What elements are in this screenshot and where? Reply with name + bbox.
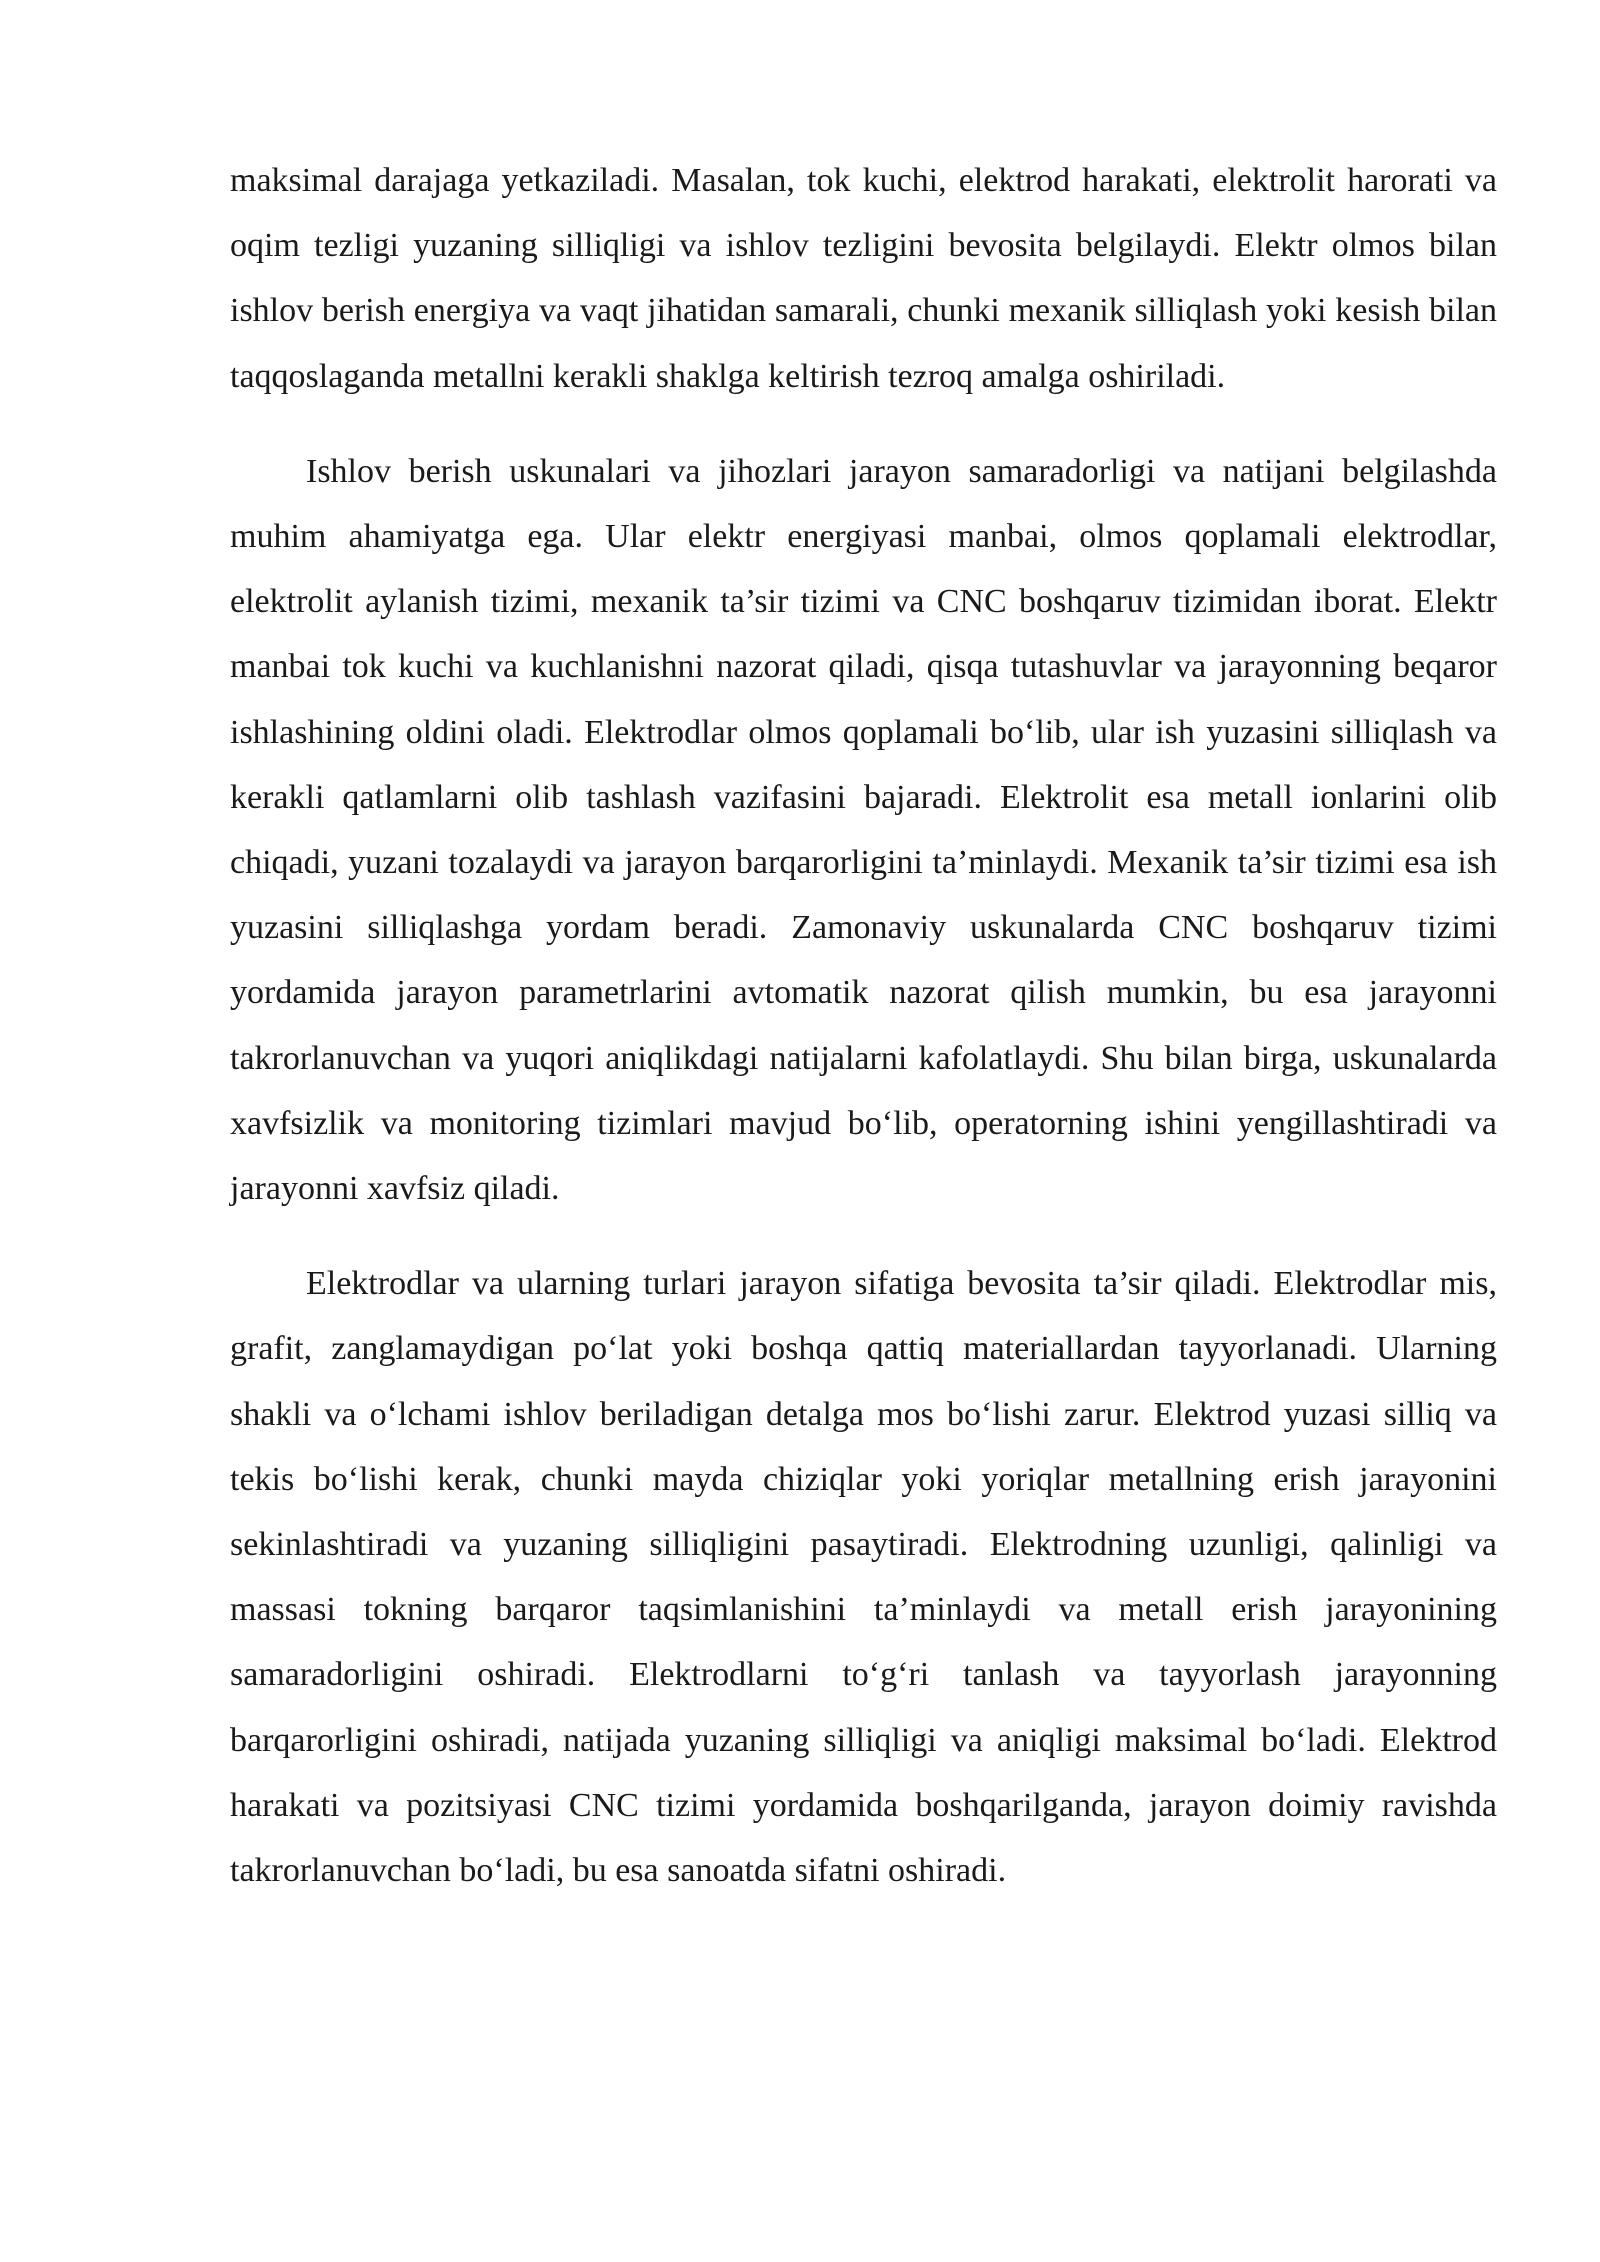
body-paragraph-electrodes: Elektrodlar va ularning turlari jarayon sifatiga bevosita ta’sir qiladi. Elektrodlar mis, grafit, zanglamaydigan po‘lat yoki boshqa qattiq materiallardan tayyorlanadi. Ularning shakli va o‘lchami ishlov beriladigan detalga mos bo‘lishi zarur. Elektrod yuzasi silliq va tekis bo‘lishi kerak, chunki mayda chiziqlar yoki yoriqlar metallning erish jarayonini sekinlashtiradi va yuzaning silliqligini pasaytiradi. Elektrodning uzunligi, qalinligi va massasi tokning barqaror taqsimlanishini ta’minlaydi va metall erish jarayonining samaradorligini oshiradi. Elektrodlarni to‘g‘ri tanlash va tayyorlash jarayonning barqarorligini oshiradi, natijada yuzaning silliqligi va aniqligi maksimal bo‘ladi. Elektrod harakati va pozitsiyasi CNC tizimi yordamida boshqarilganda, jarayon doimiy ravishda takrorlanuvchan bo‘ladi, bu esa sanoatda sifatni oshiradi. xyxy=(230,1265,1497,1890)
body-paragraph-equipment: Ishlov berish uskunalari va jihozlari jarayon samaradorligi va natijani belgilashda muhim ahamiyatga ega. Ular elektr energiyasi manbai, olmos qoplamali elektrodlar, elektrolit aylanish tizimi, mexanik ta’sir tizimi va CNC boshqaruv tizimidan iborat. Elektr manbai tok kuchi va kuchlanishni nazorat qiladi, qisqa tutashuvlar va jarayonning beqaror ishlashining oldini oladi. Elektrodlar olmos qoplamali bo‘lib, ular ish yuzasini silliqlash va kerakli qatlamlarni olib tashlash vazifasini bajaradi. Elektrolit esa metall ionlarini olib chiqadi, yuzani tozalaydi va jarayon barqarorligini ta’minlaydi. Mexanik ta’sir tizimi esa ish yuzasini silliqlashga yordam beradi. Zamonaviy uskunalarda CNC boshqaruv tizimi yordamida jarayon parametrlarini avtomatik nazorat qilish mumkin, bu esa jarayonni takrorlanuvchan va yuqori aniqlikdagi natijalarni kafolatlaydi. Shu bilan birga, uskunalarda xavfsizlik va monitoring tizimlari mavjud bo‘lib, operatorning ishini yengillashtiradi va jarayonni xavfsiz qiladi. xyxy=(230,452,1497,1208)
document-body xyxy=(230,148,1497,1903)
body-paragraph-continuation: maksimal darajaga yetkaziladi. Masalan, tok kuchi, elektrod harakati, elektrolit harorati va oqim tezligi yuzaning silliqligi va ishlov tezligini bevosita belgilaydi. Elektr olmos bilan ishlov berish energiya va vaqt jihatidan samarali, chunki mexanik silliqlash yoki kesish bilan taqqoslaganda metallni kerakli shaklga keltirish tezroq amalga oshiriladi. xyxy=(230,162,1497,395)
